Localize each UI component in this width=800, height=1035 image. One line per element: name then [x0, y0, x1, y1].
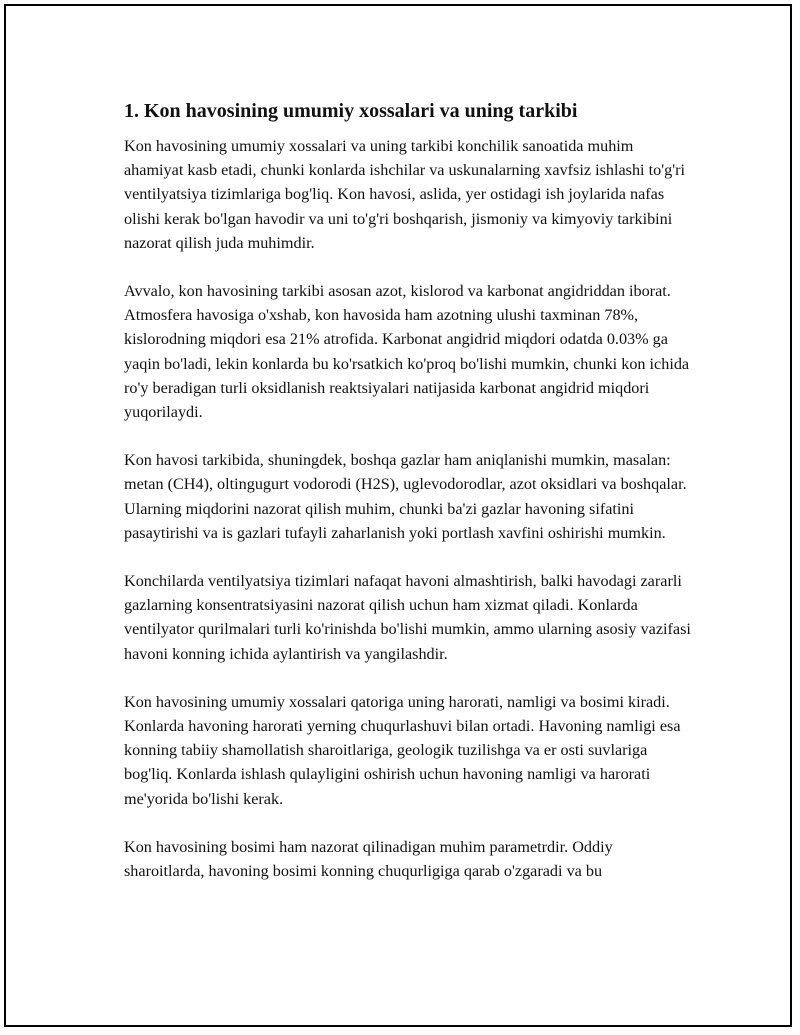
document-body	[124, 98, 694, 907]
paragraph: Kon havosining umumiy xossalari va uning tarkibi konchilik sanoatida muhim ahamiyat kasb etadi, chunki konlarda ishchilar va uskunalarning xavfsiz ishlashi to'g'ri ventilyatsiya tizimlariga bog'liq. Kon havosi, aslida, yer ostidagi ish joylarida nafas olishi kerak bo'lgan havodir va uni to'g'ri boshqarish, jismoniy va kimyoviy tarkibini nazorat qilish juda muhimdir.	[124, 137, 686, 252]
paragraph: Kon havosining umumiy xossalari qatoriga uning harorati, namligi va bosimi kiradi. Konlarda havoning harorati yerning chuqurlashuvi bilan ortadi. Havoning namligi esa konning tabiiy shamollatish sharoitlariga, geologik tuzilishga va er osti suvlariga bog'liq. Konlarda ishlash qulayligini oshirish uchun havoning namligi va harorati me'yorida bo'lishi kerak.	[124, 692, 681, 808]
paragraph: Avvalo, kon havosining tarkibi asosan azot, kislorod va karbonat angidriddan iborat. Atmosfera havosiga o'xshab, kon havosida ham azotning ulushi taxminan 78%, kislorodning miqdori esa 21% atrofida. Karbonat angidrid miqdori odatda 0.03% ga yaqin bo'ladi, lekin konlarda bu ko'rsatkich ko'proq bo'lishi mumkin, chunki kon ichida ro'y beradigan turli oksidlanish reaktsiyalari natijasida karbonat angidrid miqdori yuqorilaydi.	[124, 282, 690, 422]
paragraph: Konchilarda ventilyatsiya tizimlari nafaqat havoni almashtirish, balki havodagi zararli gazlarning konsentratsiyasini nazorat qilish uchun ham xizmat qiladi. Konlarda ventilyator qurilmalari turli ko'rinishda bo'lishi mumkin, ammo ularning asosiy vazifasi havoni konning ichida aylantirish va yangilashdir.	[124, 572, 691, 663]
page-frame	[4, 4, 792, 1027]
section-heading: 1. Kon havosining umumiy xossalari va uning tarkibi	[124, 100, 578, 122]
paragraph: Kon havosining bosimi ham nazorat qilinadigan muhim parametrdir. Oddiy sharoitlarda, havoning bosimi konning chuqurligiga qarab o'zgaradi va bu	[124, 837, 613, 881]
paragraph: Kon havosi tarkibida, shuningdek, boshqa gazlar ham aniqlanishi mumkin, masalan: metan (CH4), oltingugurt vodorodi (H2S), uglevodorodlar, azot oksidlari va boshqalar. Ularning miqdorini nazorat qilish muhim, chunki ba'zi gazlar havoning sifatini pasaytirishi va is gazlari tufayli zaharlanish yoki portlash xavfini oshirishi mumkin.	[124, 451, 687, 542]
